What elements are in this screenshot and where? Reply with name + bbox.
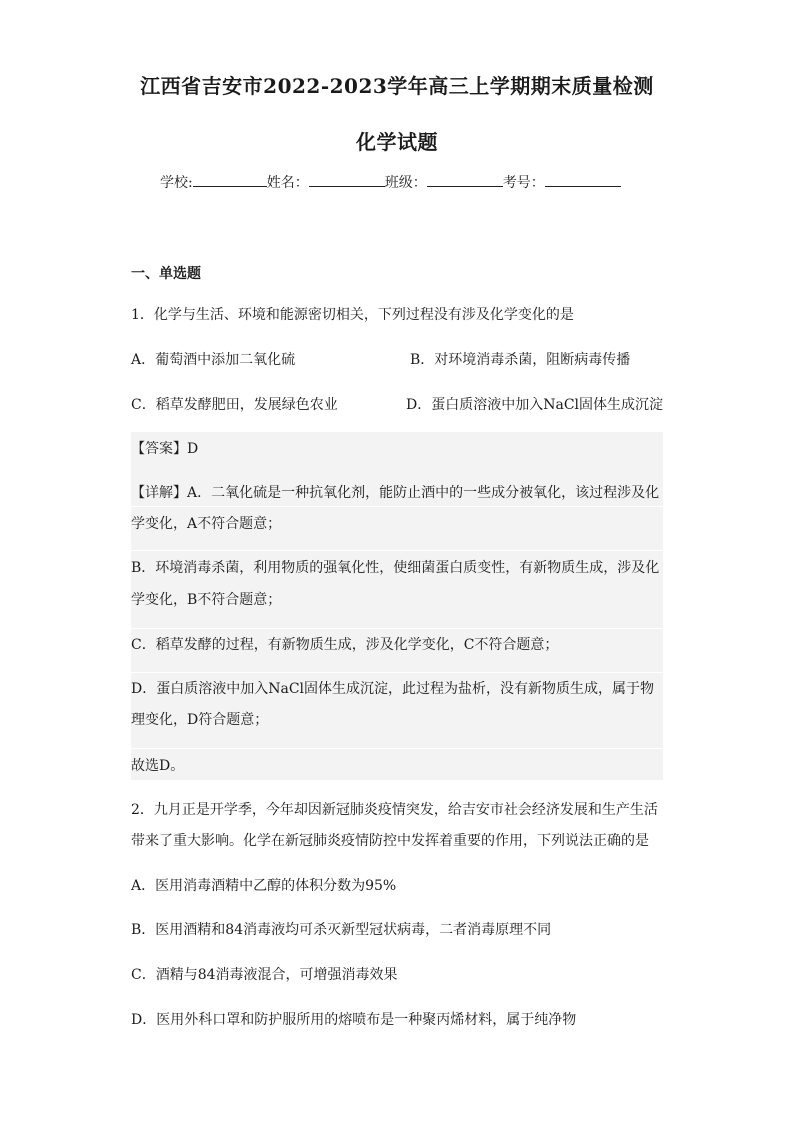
q2-option-d: D．医用外科口罩和防护服所用的熔喷布是一种聚丙烯材料，属于纯净物 — [131, 1012, 577, 1028]
q1-detail-line: 学变化，B不符合题意； — [131, 592, 282, 608]
q1-detail-line: 【详解】A．二氧化硫是一种抗氧化剂，能防止酒中的一些成分被氧化，该过程涉及化 — [131, 485, 660, 501]
q1-option-a: A．葡萄酒中添加二氧化硫 — [131, 352, 296, 368]
school-blank[interactable] — [193, 172, 267, 187]
q1-option-b: B．对环境消毒杀菌，阻断病毒传播 — [410, 352, 631, 368]
q1-detail-line: 理变化，D符合题意； — [131, 712, 269, 728]
q1-detail-line: D．蛋白质溶液中加入NaCl固体生成沉淀，此过程为盐析，没有新物质生成，属于物 — [131, 681, 655, 697]
q1-detail-line: 学变化，A不符合题意； — [131, 516, 282, 532]
student-info-row — [160, 172, 621, 192]
class-blank[interactable] — [427, 172, 503, 187]
subject-title: 化学试题 — [356, 130, 438, 154]
divider — [131, 628, 663, 629]
q2-stem: 2．九月正是开学季，今年却因新冠肺炎疫情突发，给吉安市社会经济发展和生产生活 — [131, 802, 658, 818]
class-label: 班级： — [384, 175, 427, 191]
name-label: 姓名： — [266, 175, 309, 191]
q1-conclusion: 故选D。 — [131, 758, 185, 774]
exam-number-label: 考号： — [502, 175, 545, 191]
exam-title: 江西省吉安市2022-2023学年高三上学期期末质量检测 — [140, 74, 654, 98]
q1-option-d: D．蛋白质溶液中加入NaCl固体生成沉淀 — [406, 397, 664, 413]
q2-option-c: C．酒精与84消毒液混合，可增强消毒效果 — [131, 967, 398, 983]
q2-option-b: B．医用酒精和84消毒液均可杀灭新型冠状病毒，二者消毒原理不同 — [131, 922, 552, 938]
q1-detail-line: B．环境消毒杀菌，利用物质的强氧化性，使细菌蛋白质变性，有新物质生成，涉及化 — [131, 560, 660, 576]
q1-answer: 【答案】D — [131, 441, 199, 457]
divider — [131, 550, 663, 551]
divider — [131, 748, 663, 749]
section-heading: 一、单选题 — [131, 266, 201, 282]
q2-option-a: A．医用消毒酒精中乙醇的体积分数为95% — [131, 878, 397, 894]
q2-stem: 带来了重大影响。化学在新冠肺炎疫情防控中发挥着重要的作用，下列说法正确的是 — [131, 833, 649, 849]
exam-number-blank[interactable] — [545, 172, 621, 187]
q1-stem: 1．化学与生活、环境和能源密切相关，下列过程没有涉及化学变化的是 — [131, 307, 574, 323]
divider — [131, 506, 663, 507]
q1-option-c: C．稻草发酵肥田，发展绿色农业 — [131, 397, 338, 413]
name-blank[interactable] — [309, 172, 385, 187]
school-label: 学校: — [160, 175, 193, 191]
q1-detail-line: C．稻草发酵的过程，有新物质生成，涉及化学变化，C不符合题意； — [131, 637, 559, 653]
divider — [131, 672, 663, 673]
